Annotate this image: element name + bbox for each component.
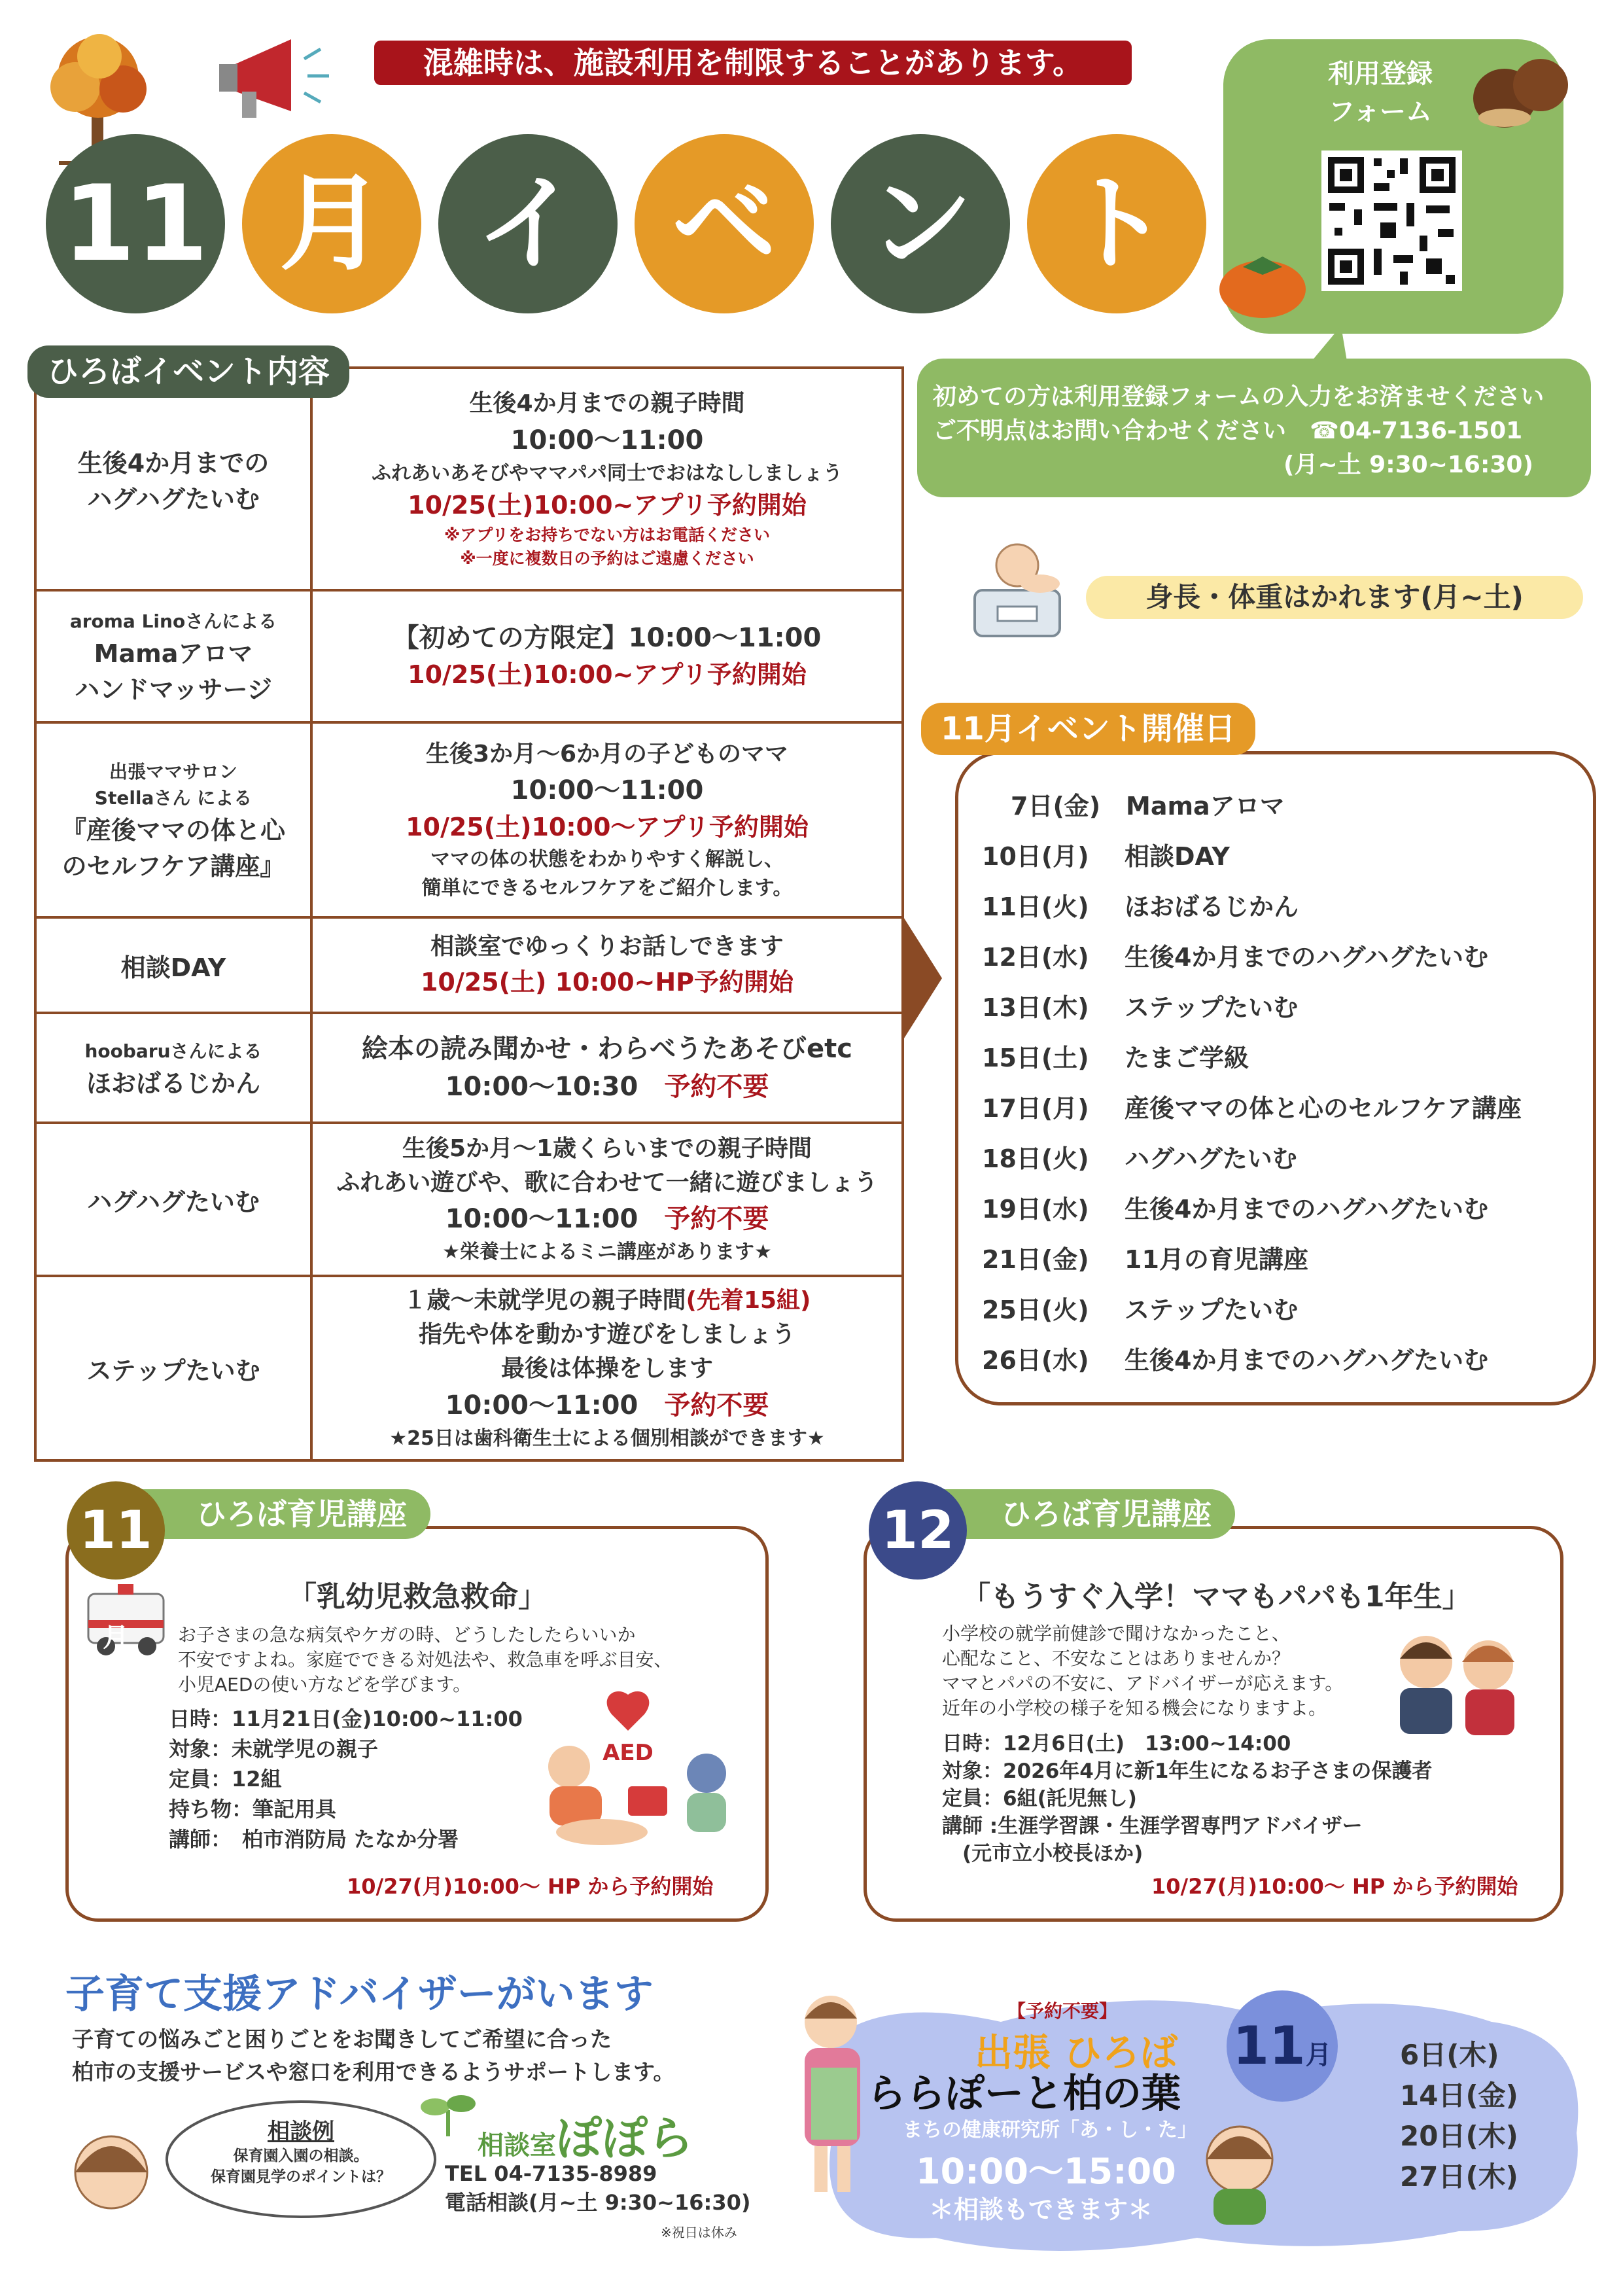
list-item: 26日(水) 生後4か月までのハグハグたいむ	[982, 1346, 1489, 1375]
hiroba-events-tag: ひろばイベント内容	[27, 345, 349, 398]
event-name-cell: 生後4か月までの ハグハグたいむ	[35, 368, 311, 590]
title-char-3: イ	[438, 134, 618, 313]
list-item: 7日(金) Mamaアロマ	[1011, 792, 1285, 821]
schedule-box	[955, 751, 1596, 1405]
event-detail-cell: 生後4か月までの親子時間 10:00～11:00 ふれあいあそびやママパパ同士でおはなししましょう 10/25(土)10:00~アプリ予約開始 ※アプリをお持ちでない方はお電話ください ※一度に複数日の予約はご遠慮ください	[311, 368, 903, 590]
schoolchildren-illustration	[1380, 1616, 1531, 1740]
event-detail-cell: 【初めての方限定】10:00～11:00 10/25(土)10:00~アプリ予約開始	[311, 590, 903, 722]
outreach-dates: 6日(木) 14日(金) 20日(木) 27日(木)	[1400, 2039, 1518, 2193]
table-row	[35, 917, 903, 1013]
persimmon-icon	[1213, 242, 1312, 321]
table-row	[35, 1123, 903, 1276]
qr-code[interactable]	[1321, 150, 1462, 291]
event-name-cell: ハグハグたいむ	[35, 1123, 311, 1276]
arrow-icon	[903, 916, 949, 1040]
december-reserve-info: 10/27(月)10:00～ HP から予約開始	[1151, 1874, 1518, 1899]
title-char-6: ト	[1027, 134, 1206, 313]
event-detail-cell: 相談室でゆっくりお話しできます 10/25(土) 10:00~HP予約開始	[311, 917, 903, 1013]
outreach-location: ららぽーと柏の葉	[867, 2071, 1181, 2117]
schedule-tag: 11月イベント開催日	[921, 703, 1255, 755]
december-month-badge: 12月	[869, 1481, 967, 1580]
advisor-contact: TEL 04-7135-8989 電話相談(月~土 9:30~16:30)	[445, 2161, 751, 2215]
table-row	[35, 1013, 903, 1123]
no-reservation-label: 【予約不要】	[1007, 2000, 1118, 2022]
december-lecture-title: 「もうすぐ入学！ママもパパも1年生」	[962, 1580, 1471, 1614]
list-item: 11日(火) ほおばるじかん	[982, 892, 1299, 921]
mother-icon	[65, 2127, 157, 2225]
table-row	[35, 722, 903, 917]
list-item: 17日(月) 産後ママの体と心のセルフケア講座	[982, 1094, 1522, 1123]
list-item: 18日(火) ハグハグたいむ	[982, 1144, 1297, 1173]
consultation-room-name: 相談室ぽぽら	[478, 2111, 693, 2165]
weigh-notice: 身長・体重はかれます(月~土)	[1086, 576, 1583, 619]
staff-woman-icon	[1197, 2120, 1282, 2225]
event-detail-cell: 生後5か月～1歳くらいまでの親子時間 ふれあい遊びや、歌に合わせて一緒に遊びましょう 10:00～11:00 予約不要 ★栄養士によるミニ講座があります★	[311, 1123, 903, 1276]
advisor-title: 子育て支援アドバイザーがいます	[65, 1971, 654, 2017]
event-name-cell: 相談DAY	[35, 917, 311, 1013]
december-lecture-desc: 小学校の就学前健診で聞けなかったこと、 心配なこと、不安なことはありませんか？ ママとパパの不安に、アドバイザーが応えます。 近年の小学校の様子を知る機会になりますよ。	[942, 1623, 1344, 1719]
outreach-title: 出張 ひろば	[975, 2030, 1178, 2075]
outreach-venue: まちの健康研究所「あ・し・た」	[903, 2119, 1197, 2142]
november-lecture-tag: ひろば育児講座	[111, 1489, 430, 1539]
november-lecture-desc: お子さまの急な病気やケガの時、どうしたしたらいいか 不安ですよね。家庭でできる対処法や、救急車を呼ぶ目安、 小児AEDの使い方などを学びます。	[178, 1624, 672, 1695]
event-name-cell: 出張ママサロン Stellaさん による 『産後ママの体と心 のセルフケア講座』	[35, 722, 311, 917]
event-name-cell: aroma Linoさんによる Mamaアロマ ハンドマッサージ	[35, 590, 311, 722]
event-detail-cell: 生後3か月～6か月の子どものママ 10:00～11:00 10/25(土)10:00～アプリ予約開始 ママの体の状態をわかりやすく解説し、 簡単にできるセルフケアをご紹介します。	[311, 722, 903, 917]
info-line-2: ご不明点はお問い合わせください ☎04-7136-1501	[933, 417, 1523, 444]
registration-label-1: 利用登録	[1328, 59, 1433, 89]
list-item: 19日(水) 生後4か月までのハグハグたいむ	[982, 1195, 1489, 1224]
info-line-1: 初めての方は利用登録フォームの入力をお済ませください	[933, 383, 1544, 410]
chestnut-icon	[1465, 46, 1577, 137]
list-item: 15日(土) たまご学級	[982, 1044, 1249, 1072]
table-row	[35, 368, 903, 590]
aed-label: AED	[602, 1740, 654, 1766]
sprout-icon	[419, 2087, 478, 2140]
baby-scale-icon	[962, 531, 1073, 643]
event-detail-cell: 絵本の読み聞かせ・わらべうたあそびetc 10:00～10:30 予約不要	[311, 1013, 903, 1123]
list-item: 25日(火) ステップたいむ	[982, 1296, 1299, 1324]
events-table	[34, 366, 904, 1462]
title-char-4: ベ	[635, 134, 814, 313]
table-row	[35, 1276, 903, 1460]
november-lecture-details: 日時：11月21日(金)10:00~11:00 対象：未就学児の親子 定員：12組 持ち物：筆記用具 講師： 柏市消防局 たなか分署	[169, 1706, 523, 1852]
outreach-month-badge: 11月	[1227, 1990, 1338, 2102]
event-name-cell: ステップたいむ	[35, 1276, 311, 1460]
registration-info-box	[917, 359, 1591, 497]
outreach-note: ＊相談もできます＊	[929, 2195, 1153, 2224]
title-char-2: 月	[242, 134, 421, 313]
title-char-1: 11	[46, 134, 225, 313]
table-row	[35, 590, 903, 722]
december-lecture-details: 日時：12月6日(土) 13:00~14:00 対象：2026年4月に新1年生になるお子さまの保護者 定員：6組(託児無し) 講師 :生涯学習課・生涯学習専門アドバイザー (元市立小校長ほか)	[942, 1732, 1433, 1865]
consultation-example: 相談例 保育園入園の相談。 保育園見学のポイントは？	[211, 2119, 391, 2185]
crowding-notice-banner: 混雑時は、施設利用を制限することがあります。	[374, 41, 1132, 85]
november-reserve-info: 10/27(月)10:00～ HP から予約開始	[347, 1874, 714, 1899]
november-lecture-title: 「乳幼児救急救命」	[288, 1580, 547, 1614]
event-name-cell: hoobaruさんによる ほおばるじかん	[35, 1013, 311, 1123]
title-char-5: ン	[831, 134, 1010, 313]
registration-label-2: フォーム	[1329, 97, 1432, 127]
december-lecture-tag: ひろば育児講座	[916, 1489, 1235, 1539]
holiday-note: ※祝日は休み	[661, 2225, 737, 2240]
advisor-text: 子育ての悩みごと困りごとをお聞きしてご希望に合った 柏市の支援サービスや窓口を利用できるようサポートします。	[72, 2026, 675, 2085]
list-item: 13日(木) ステップたいむ	[982, 993, 1299, 1022]
info-line-3: (月~土 9:30~16:30)	[1283, 451, 1533, 478]
list-item: 10日(月) 相談DAY	[982, 842, 1230, 871]
event-detail-cell: １歳～未就学児の親子時間(先着15組) 指先や体を動かす遊びをしましょう 最後は体操をします 10:00～11:00 予約不要 ★25日は歯科衛生士による個別相談ができます★	[311, 1276, 903, 1460]
list-item: 12日(水) 生後4か月までのハグハグたいむ	[982, 943, 1489, 972]
list-item: 21日(金) 11月の育児講座	[982, 1245, 1308, 1274]
outreach-time: 10:00～15:00	[916, 2151, 1176, 2192]
megaphone-icon	[213, 33, 337, 124]
aed-training-illustration	[530, 1688, 746, 1852]
november-month-badge: 11月	[67, 1481, 165, 1580]
